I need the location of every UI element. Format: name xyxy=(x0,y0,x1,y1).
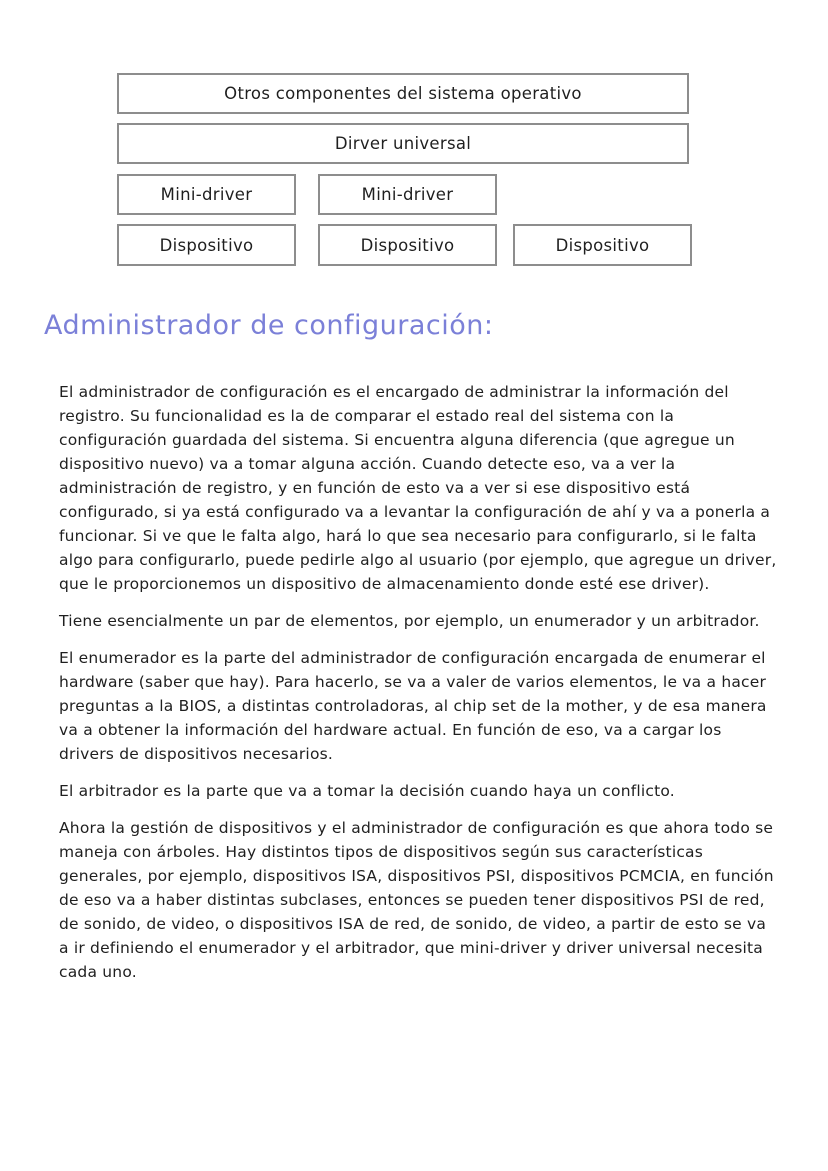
paragraph-enumerador: El enumerador es la parte del administrador de configuración encargada de enumerar el hardware (saber que hay). Para hacerlo, se va a valer de varios elementos, le va a hacer preguntas a la BIOS, a distintas controladoras, al chip set de la mother, y de esa manera va a obtener la información del hardware actual. En función de eso, va a cargar los drivers de dispositivos necesarios. xyxy=(59,649,767,763)
paragraph-administrador-registro: El administrador de configuración es el encargado de administrar la información del registro. Su funcionalidad es la de comparar el estado real del sistema con la configuración guardada del sistema. Si encuentra alguna diferencia (que agregue un dispositivo nuevo) va a tomar alguna acción. Cuando detecte eso, va a ver la administración de registro, y en función de esto va a ver si ese dispositivo está configurado, si ya está configurado va a levantar la configuración de ahí y va a ponerla a funcionar. Si ve que le falta algo, hará lo que sea necesario para configurarlo, si le falta algo para configurarlo, puede pedirle algo al usuario (por ejemplo, que agregue un driver, que le proporcionemos un dispositivo de almacenamiento donde esté ese driver). xyxy=(59,383,777,593)
paragraph-gestion-dispositivos-arboles: Ahora la gestión de dispositivos y el administrador de configuración es que ahora todo se maneja con árboles. Hay distintos tipos de dispositivos según sus características generales, por ejemplo, dispositivos ISA, dispositivos PSI, dispositivos PCMCIA, en función de eso va a haber distintas subclases, entonces se pueden tener dispositivos PSI de red, de sonido, de video, o dispositivos ISA de red, de sonido, de video, a partir de esto se va a ir definiendo el enumerador y el arbitrador, que mini-driver y driver universal necesita cada uno. xyxy=(59,819,774,981)
diagram-box-dispositivo-1: Dispositivo xyxy=(117,224,296,266)
diagram-box-dispositivo-3: Dispositivo xyxy=(513,224,692,266)
paragraph-arbitrador: El arbitrador es la parte que va a tomar la decisión cuando haya un conflicto. xyxy=(59,782,675,800)
diagram-box-dispositivo-2: Dispositivo xyxy=(318,224,497,266)
diagram-box-mini-driver-2: Mini-driver xyxy=(318,174,497,215)
diagram-box-otros-componentes: Otros componentes del sistema operativo xyxy=(117,73,689,114)
diagram-box-driver-universal: Dirver universal xyxy=(117,123,689,164)
paragraph-par-de-elementos: Tiene esencialmente un par de elementos, por ejemplo, un enumerador y un arbitrador. xyxy=(59,612,760,630)
diagram-box-mini-driver-1: Mini-driver xyxy=(117,174,296,215)
body-text xyxy=(59,380,777,997)
section-heading-administrador-configuracion: Administrador de configuración: xyxy=(44,310,494,341)
